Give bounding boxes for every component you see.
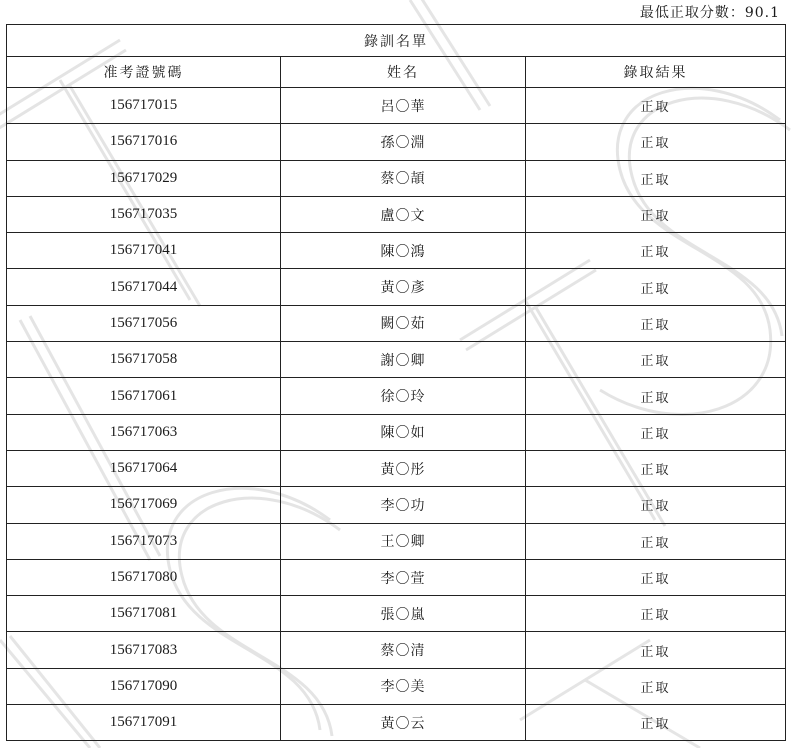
table-row xyxy=(7,705,786,741)
table-row xyxy=(7,632,786,668)
table-row xyxy=(7,160,786,196)
result-cell: 正取 xyxy=(526,378,786,414)
name-cell: 李〇萱 xyxy=(281,559,526,595)
table-row xyxy=(7,559,786,595)
result-cell: 正取 xyxy=(526,559,786,595)
name-cell: 闕〇茹 xyxy=(281,305,526,341)
name-cell: 陳〇如 xyxy=(281,414,526,450)
name-cell: 陳〇鴻 xyxy=(281,233,526,269)
name-cell: 蔡〇頡 xyxy=(281,160,526,196)
result-cell: 正取 xyxy=(526,160,786,196)
exam-id-cell: 156717058 xyxy=(7,342,281,378)
result-cell: 正取 xyxy=(526,124,786,160)
column-header-exam-id: 准考證號碼 xyxy=(7,57,281,88)
result-cell: 正取 xyxy=(526,305,786,341)
name-cell: 蔡〇清 xyxy=(281,632,526,668)
exam-id-cell: 156717064 xyxy=(7,450,281,486)
exam-id-cell: 156717044 xyxy=(7,269,281,305)
table-row xyxy=(7,196,786,232)
column-header-name: 姓名 xyxy=(281,57,526,88)
result-cell: 正取 xyxy=(526,668,786,704)
name-cell: 黃〇彤 xyxy=(281,450,526,486)
exam-id-cell: 156717056 xyxy=(7,305,281,341)
result-cell: 正取 xyxy=(526,632,786,668)
result-cell: 正取 xyxy=(526,233,786,269)
table-row xyxy=(7,596,786,632)
exam-id-cell: 156717090 xyxy=(7,668,281,704)
table-row xyxy=(7,88,786,124)
exam-id-cell: 156717063 xyxy=(7,414,281,450)
name-cell: 呂〇華 xyxy=(281,88,526,124)
name-cell: 黃〇云 xyxy=(281,705,526,741)
result-cell: 正取 xyxy=(526,450,786,486)
exam-id-cell: 156717041 xyxy=(7,233,281,269)
table-row xyxy=(7,124,786,160)
exam-id-cell: 156717081 xyxy=(7,596,281,632)
table-row xyxy=(7,269,786,305)
exam-id-cell: 156717016 xyxy=(7,124,281,160)
result-cell: 正取 xyxy=(526,414,786,450)
table-row xyxy=(7,342,786,378)
table-row xyxy=(7,414,786,450)
name-cell: 李〇功 xyxy=(281,487,526,523)
result-cell: 正取 xyxy=(526,487,786,523)
exam-id-cell: 156717035 xyxy=(7,196,281,232)
table-body xyxy=(7,88,786,741)
minimum-admission-score: 最低正取分數：90.1 xyxy=(639,5,780,21)
exam-id-cell: 156717015 xyxy=(7,88,281,124)
name-cell: 盧〇文 xyxy=(281,196,526,232)
name-cell: 黃〇彥 xyxy=(281,269,526,305)
exam-id-cell: 156717091 xyxy=(7,705,281,741)
result-cell: 正取 xyxy=(526,596,786,632)
table-row xyxy=(7,450,786,486)
name-cell: 王〇卿 xyxy=(281,523,526,559)
name-cell: 謝〇卿 xyxy=(281,342,526,378)
result-cell: 正取 xyxy=(526,88,786,124)
table-row xyxy=(7,668,786,704)
column-header-result: 錄取結果 xyxy=(526,57,786,88)
exam-id-cell: 156717069 xyxy=(7,487,281,523)
name-cell: 張〇嵐 xyxy=(281,596,526,632)
exam-id-cell: 156717080 xyxy=(7,559,281,595)
table-row xyxy=(7,378,786,414)
table-title: 錄訓名單 xyxy=(7,25,786,57)
exam-id-cell: 156717073 xyxy=(7,523,281,559)
table-row xyxy=(7,233,786,269)
name-cell: 孫〇淵 xyxy=(281,124,526,160)
exam-id-cell: 156717029 xyxy=(7,160,281,196)
result-cell: 正取 xyxy=(526,523,786,559)
result-cell: 正取 xyxy=(526,196,786,232)
exam-id-cell: 156717061 xyxy=(7,378,281,414)
result-cell: 正取 xyxy=(526,269,786,305)
result-cell: 正取 xyxy=(526,705,786,741)
table-row xyxy=(7,487,786,523)
admission-roster-table xyxy=(6,24,786,741)
table-row xyxy=(7,523,786,559)
exam-id-cell: 156717083 xyxy=(7,632,281,668)
name-cell: 徐〇玲 xyxy=(281,378,526,414)
name-cell: 李〇美 xyxy=(281,668,526,704)
result-cell: 正取 xyxy=(526,342,786,378)
table-row xyxy=(7,305,786,341)
